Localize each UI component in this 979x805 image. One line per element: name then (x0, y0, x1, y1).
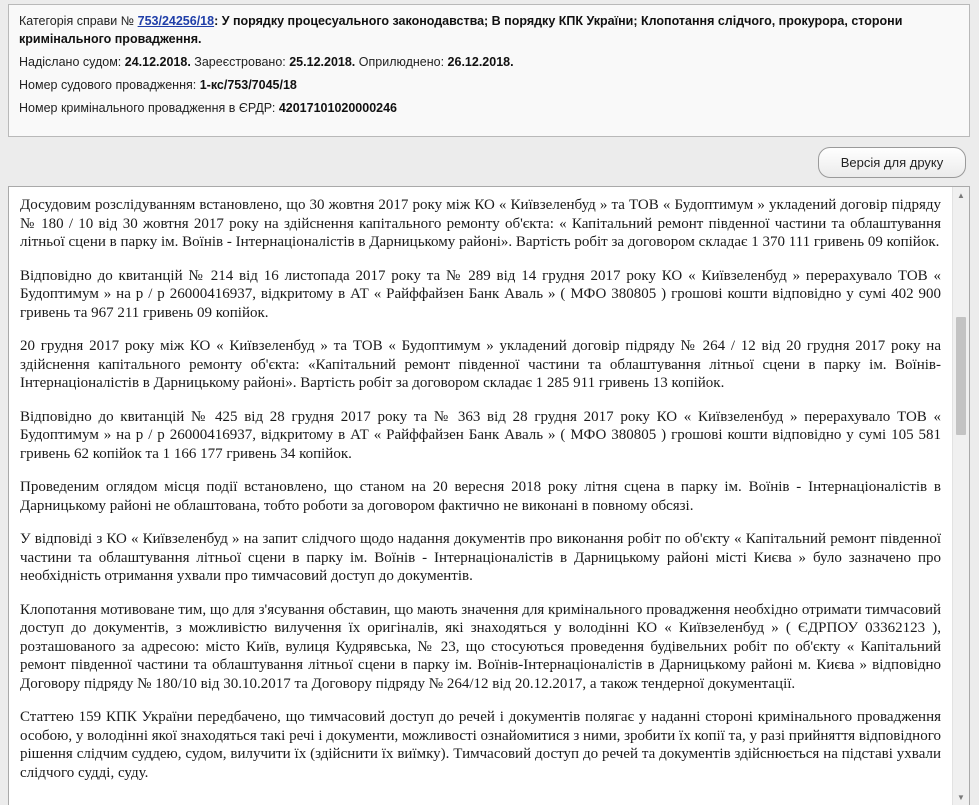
paragraph: У відповіді з КО « Київзеленбуд » на запит слідчого щодо надання документів про виконання робіт по об'єкту « Капітальний ремонт південної частини та облаштування літньої сцени в парку ім. Воїнів - Інтернаціоналістів в Дарницькому районі місті Києва » було зазначено про необхідність отримання ухвали про тимчасовий доступ до документів. (20, 531, 941, 584)
paragraph: 20 грудня 2017 року між КО « Київзеленбуд » та ТОВ « Будоптимум » укладений договір підряду № 264 / 12 від 20 грудня 2017 року на здійснення капітального ремонту об'єкта: «Капітальний ремонт південної частини та облаштування літньої сцени в парку ім. Воїнів-Інтернаціоналістів в Дарницькому районі». Вартість робіт за договором складає 1 285 911 гривень 13 копійок. (20, 338, 941, 391)
print-version-button[interactable]: Версія для друку (818, 147, 966, 178)
proceeding-number: 1-кс/753/7045/18 (199, 78, 297, 92)
case-info-panel (8, 4, 970, 137)
proceeding-label: Номер судового провадження: (19, 78, 197, 92)
erdr-line (19, 99, 959, 117)
erdr-number: 42017101020000246 (278, 101, 398, 115)
dates-line (19, 53, 959, 71)
category-label: Категорія справи № (19, 14, 135, 28)
document-viewer[interactable] (8, 186, 970, 805)
erdr-label: Номер кримінального провадження в ЄРДР: (19, 101, 276, 115)
sent-label: Надіслано судом: (19, 55, 122, 69)
vertical-scrollbar[interactable] (952, 187, 969, 805)
paragraph: Клопотання мотивоване тим, що для з'ясування обставин, що мають значення для кримінального провадження необхідно отримати тимчасовий доступ до документів, з можливістю вилучення їх оригіналів, які знаходяться у володінні КО « Київзеленбуд » ( ЄДРПОУ 03362123 ), розташованого за адресою: місто Київ, вулиця Кудрявська, № 23, що стосуються проведення будівельних робіт по об'єкту « Капітальний ремонт південної частини та облаштування літньої сцени в парку ім. Воїнів-Інтернаціоналістів в Дарницькому районі м. Києва » відповідно Договору підряду № 180/10 від 30.10.2017 та Договору підряду № 264/12 від 20.12.2017, а також тендерної документації. (20, 601, 941, 692)
published-date: 26.12.2018. (447, 55, 514, 69)
paragraph: Досудовим розслідуванням встановлено, що 30 жовтня 2017 року між КО « Київзеленбуд » та ТОВ « Будоптимум » укладений договір підряду № 180 / 10 від 30 жовтня 2017 року на здійснення капітального ремонту об'єкта: « Капітальний ремонт південної частини та облаштування літньої сцени в парку ім. Воїнів - Інтернаціоналістів в Дарницькому районі». Вартість робіт за договором складає 1 370 111 гривень 09 копійок. (20, 197, 941, 250)
scroll-up-arrow-icon[interactable]: ▲ (957, 190, 965, 200)
paragraph: Відповідно до квитанцій № 214 від 16 листопада 2017 року та № 289 від 14 грудня 2017 року КО « Київзеленбуд » перерахувало ТОВ « Будоптимум » на р / р 26000416937, відкритому в АТ « Райффайзен Банк Аваль » ( МФО 380805 ) грошові кошти відповідно у сумі 402 900 гривень та 967 211 гривень 09 копійок. (20, 267, 941, 321)
registered-label: Зареєстровано: (194, 55, 286, 69)
paragraph: Статтею 159 КПК України передбачено, що тимчасовий доступ до речей і документів полягає у наданні стороні кримінального провадження особою, у володінні якої знаходяться такі речі і документи, можливості ознайомитися з ними, зробити їх копії та, у разі прийняття відповідного рішення слідчим суддею, судом, вилучити їх (здійснити їх виїмку). Тимчасовий доступ до речей та документів здійснюється на підставі ухвали слідчого судді, суду. (20, 709, 941, 781)
document-text (9, 187, 952, 797)
paragraph: Проведеним оглядом місця події встановлено, що станом на 20 вересня 2018 року літня сцена в парку ім. Воїнів - Інтернаціоналістів в Дарницькому районі не облаштована, тобто роботи за договором фактично не виконані в повному обсязі. (20, 479, 941, 514)
sent-date: 24.12.2018. (124, 55, 191, 69)
proceeding-line (19, 76, 959, 94)
paragraph: Відповідно до квитанцій № 425 від 28 грудня 2017 року та № 363 від 28 грудня 2017 року КО « Київзеленбуд » перерахувало ТОВ « Будоптимум » на р / р 26000416937, відкритому в АТ « Райффайзен Банк Аваль » ( МФО 380805 ) грошові кошти відповідно у сумі 105 581 гривень 62 копійок та 1 166 177 гривень 34 копійок. (20, 408, 941, 462)
scrollbar-thumb[interactable] (956, 317, 966, 435)
category-text: : У порядку процесуального законодавства; В порядку КПК України; Клопотання слідчого, прокурора, сторони кримінального провадження. (19, 14, 903, 46)
published-label: Оприлюднено: (358, 55, 445, 69)
scroll-down-arrow-icon[interactable]: ▼ (957, 792, 965, 802)
registered-date: 25.12.2018. (289, 55, 356, 69)
case-number-link[interactable]: 753/24256/18 (137, 14, 215, 28)
case-category-line (19, 12, 959, 48)
